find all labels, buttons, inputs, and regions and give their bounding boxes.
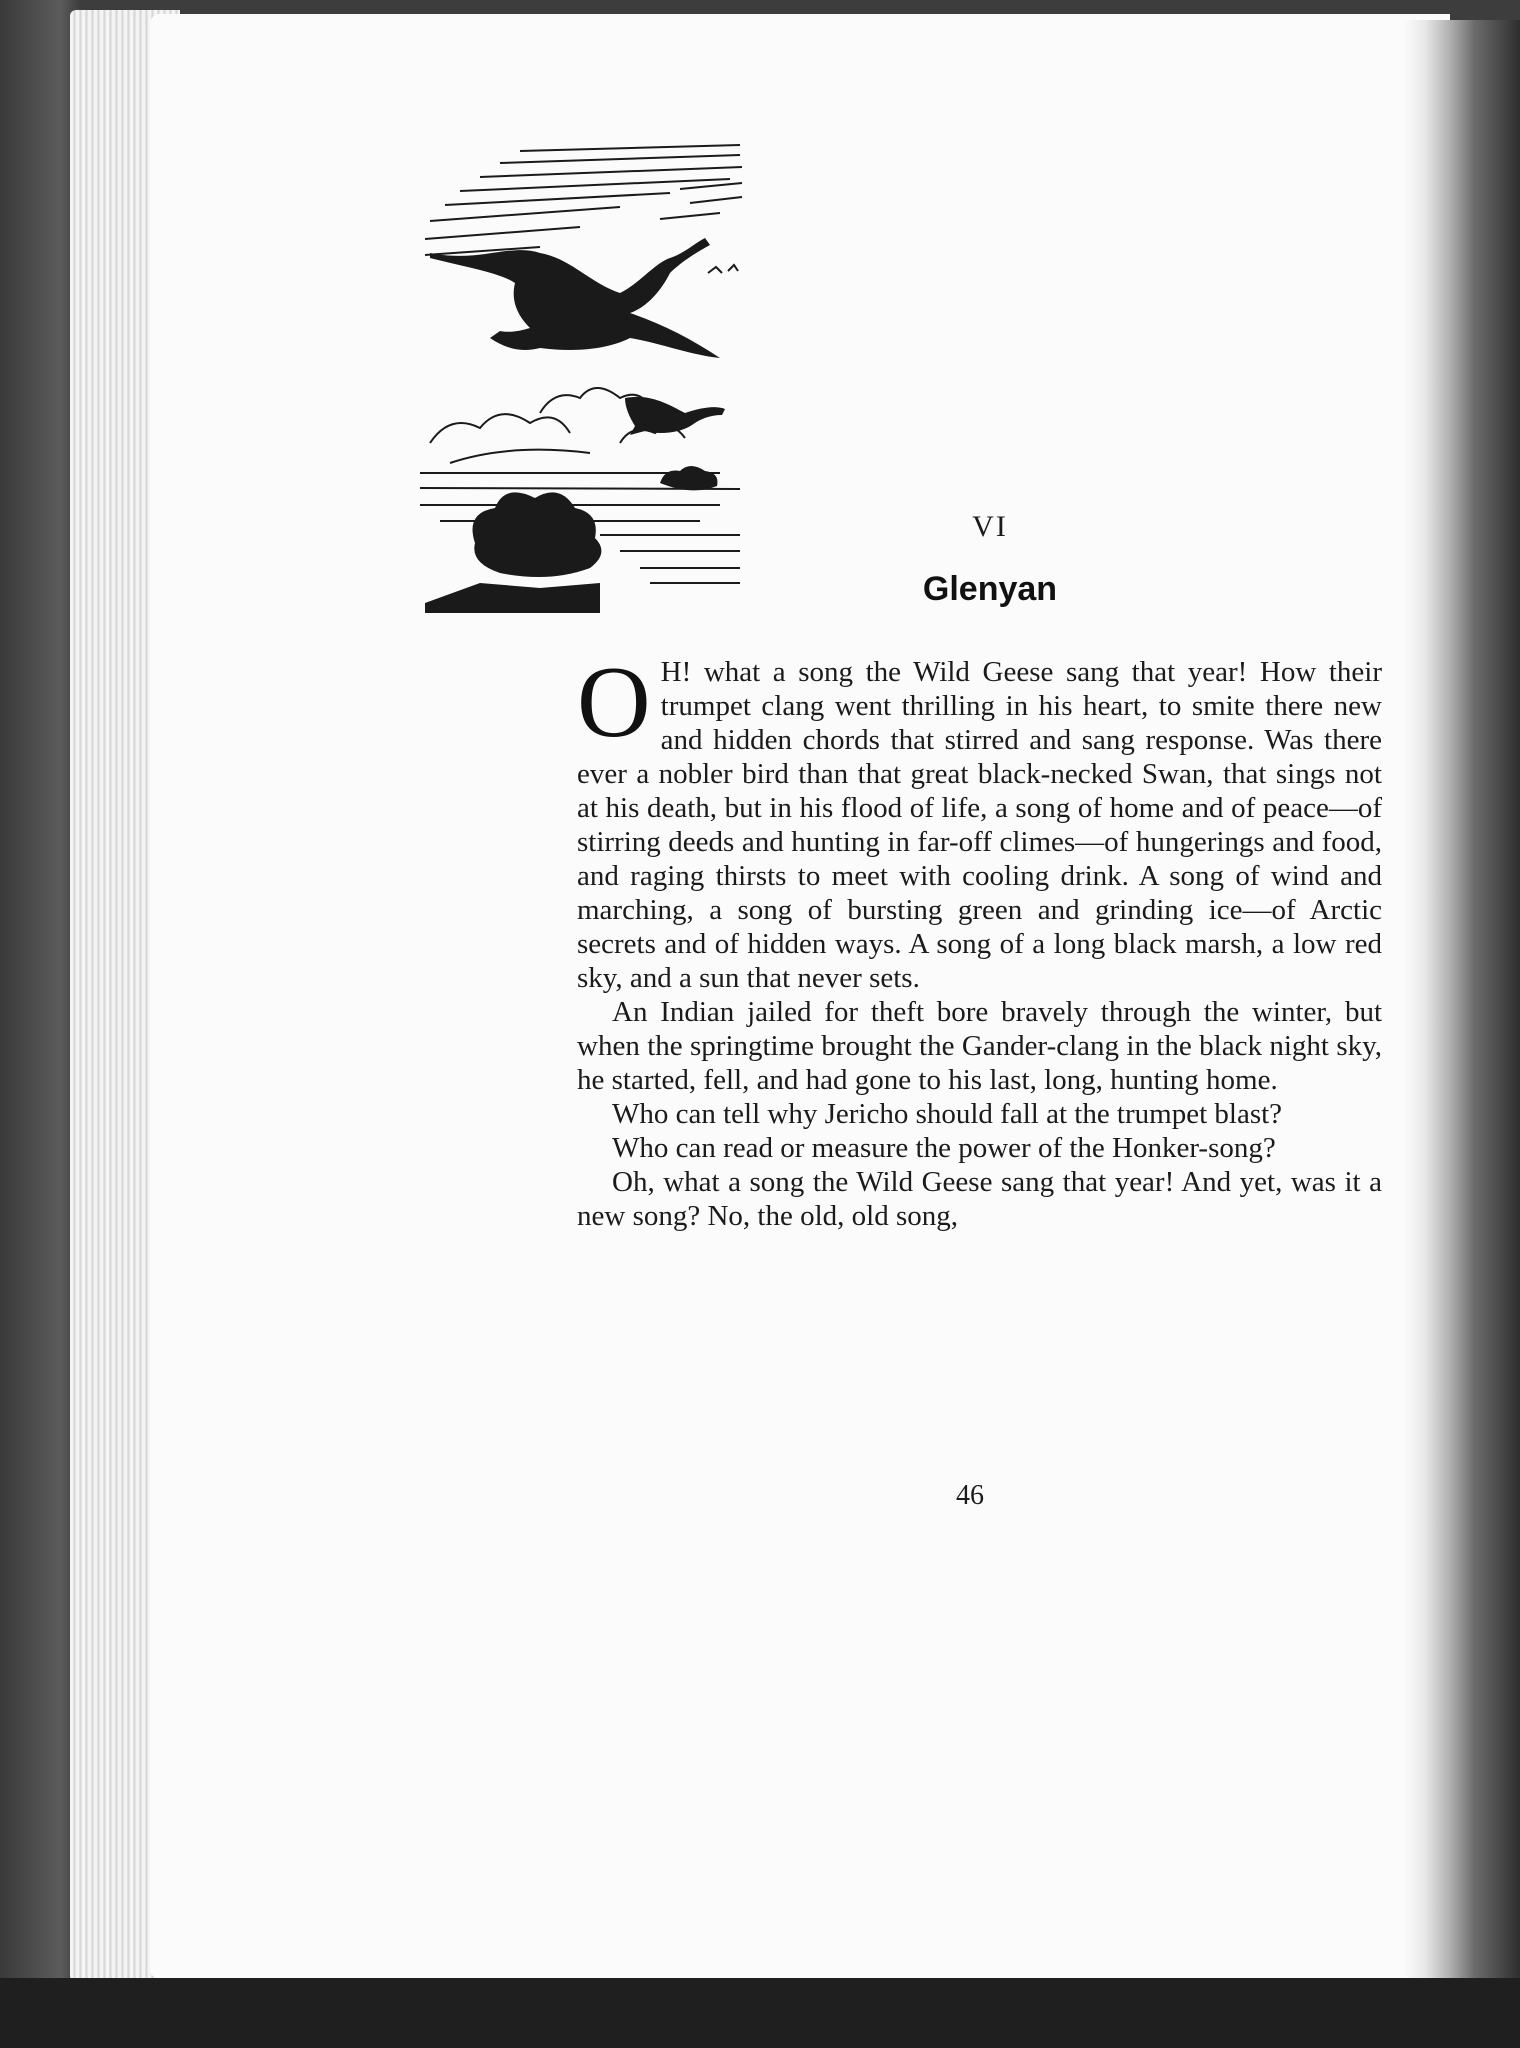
paragraph: [577, 646, 1382, 995]
page-gutter-shadow: [1405, 20, 1520, 1980]
paragraph: An Indian jailed for theft bore bravely through the winter, but when the springtime brought the Gander-clang in the black night sky, he started, fell, and had gone to his last, long, hunting home.: [577, 996, 1382, 1096]
book-cover-edge: [0, 1978, 1520, 2048]
paragraph: Who can read or measure the power of the Honker-song?: [612, 1132, 1276, 1164]
paragraph-text: H! what a song the Wild Geese sang that year! How their trumpet clang went thrilling in his heart, to smite there new and hidden chords that stirred and sang response. Was there ever a nobler bird than that great black-necked Swan, that sings not at his death, but in his flood of life, a song of home and of peace—of stirring deeds and hunting in far-off climes—of hungerings and food, and raging thirsts to meet with cooling drink. A song of wind and marching, a song of bursting green and grinding ice—of Arctic secrets and of hidden ways. A song of a long black marsh, a low red sky, and a sun that never sets.: [577, 656, 1382, 994]
wild-geese-woodcut-illustration: [420, 143, 750, 613]
page-number: 46: [956, 1480, 984, 1511]
paragraph: Oh, what a song the Wild Geese sang that year! And yet, was it a new song? No, the old, old song,: [577, 1166, 1382, 1232]
chapter-title: Glenyan: [922, 570, 1058, 608]
drop-cap: O: [577, 646, 651, 759]
chapter-number: VI: [972, 510, 1008, 543]
paragraph: Who can tell why Jericho should fall at the trumpet blast?: [612, 1098, 1283, 1130]
chapter-text: [577, 646, 1382, 1233]
